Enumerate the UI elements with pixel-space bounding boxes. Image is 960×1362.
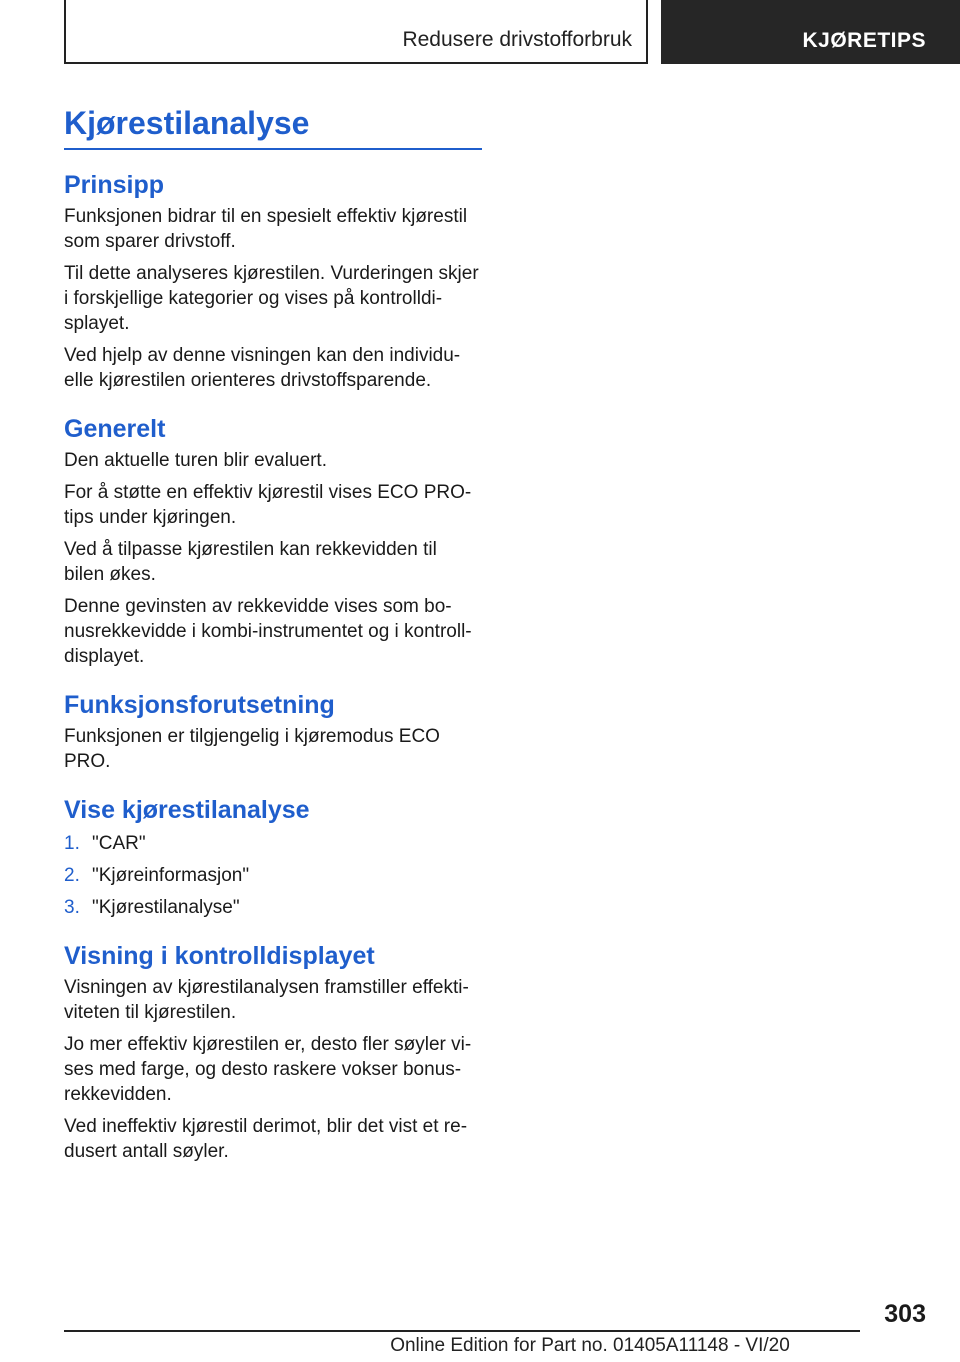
section-vise [64,795,482,920]
section-generelt [64,414,482,669]
steps-list [64,831,482,920]
paragraph: Denne gevinsten av rekkevidde vises som bo-nusrekkevidde i kombi-instrumentet og i kontroll-displayet. [64,596,472,667]
section-visning [64,941,482,1164]
main-column [64,100,482,1171]
page-title: Kjørestilanalyse [64,100,482,150]
paragraph: Ved hjelp av denne visningen kan den individu-elle kjørestilen orienteres drivstoffsparende. [64,345,461,391]
step-text: "CAR" [92,833,146,854]
list-item [64,895,482,920]
section-heading: Prinsipp [64,171,165,199]
footer-divider [64,1330,860,1332]
step-text: "Kjøreinformasjon" [92,865,250,886]
running-header-frame [64,0,648,64]
paragraph: Ved å tilpasse kjørestilen kan rekkevidden til bilen økes. [64,539,437,585]
step-number: 1. [64,833,80,854]
paragraph: Ved ineffektiv kjørestil derimot, blir det vist et re-dusert antall søyler. [64,1116,468,1162]
page-number: 303 [884,1300,926,1328]
section-heading: Vise kjørestilanalyse [64,796,310,824]
footer-edition: Online Edition for Part no. 01405A11148 - VI/20 [390,1335,790,1356]
paragraph: Den aktuelle turen blir evaluert. [64,450,327,471]
paragraph: For å støtte en effektiv kjørestil vises ECO PRO-tips under kjøringen. [64,482,472,528]
list-item [64,863,482,888]
section-heading: Visning i kontrolldisplayet [64,942,375,970]
running-header-section: Redusere drivstofforbruk [402,28,632,51]
section-funksjonsforutsetning [64,690,482,774]
step-number: 3. [64,897,80,918]
chapter-tab [661,0,960,64]
paragraph: Til dette analyseres kjørestilen. Vurderingen skjer i forskjellige kategorier og vises på kontrolldi-splayet. [64,263,479,334]
list-item [64,831,482,856]
section-prinsipp [64,170,482,393]
section-heading: Generelt [64,415,166,443]
chapter-tab-label: KJØRETIPS [802,29,926,52]
step-number: 2. [64,865,80,886]
paragraph: Visningen av kjørestilanalysen framstiller effekti-viteten til kjørestilen. [64,977,469,1023]
paragraph: Jo mer effektiv kjørestilen er, desto fler søyler vi-ses med farge, og desto raskere vokser bonus-rekkevidden. [64,1034,472,1105]
paragraph: Funksjonen er tilgjengelig i kjøremodus ECO PRO. [64,726,440,772]
section-heading: Funksjonsforutsetning [64,691,335,719]
paragraph: Funksjonen bidrar til en spesielt effektiv kjørestil som sparer drivstoff. [64,206,468,252]
step-text: "Kjørestilanalyse" [92,897,240,918]
